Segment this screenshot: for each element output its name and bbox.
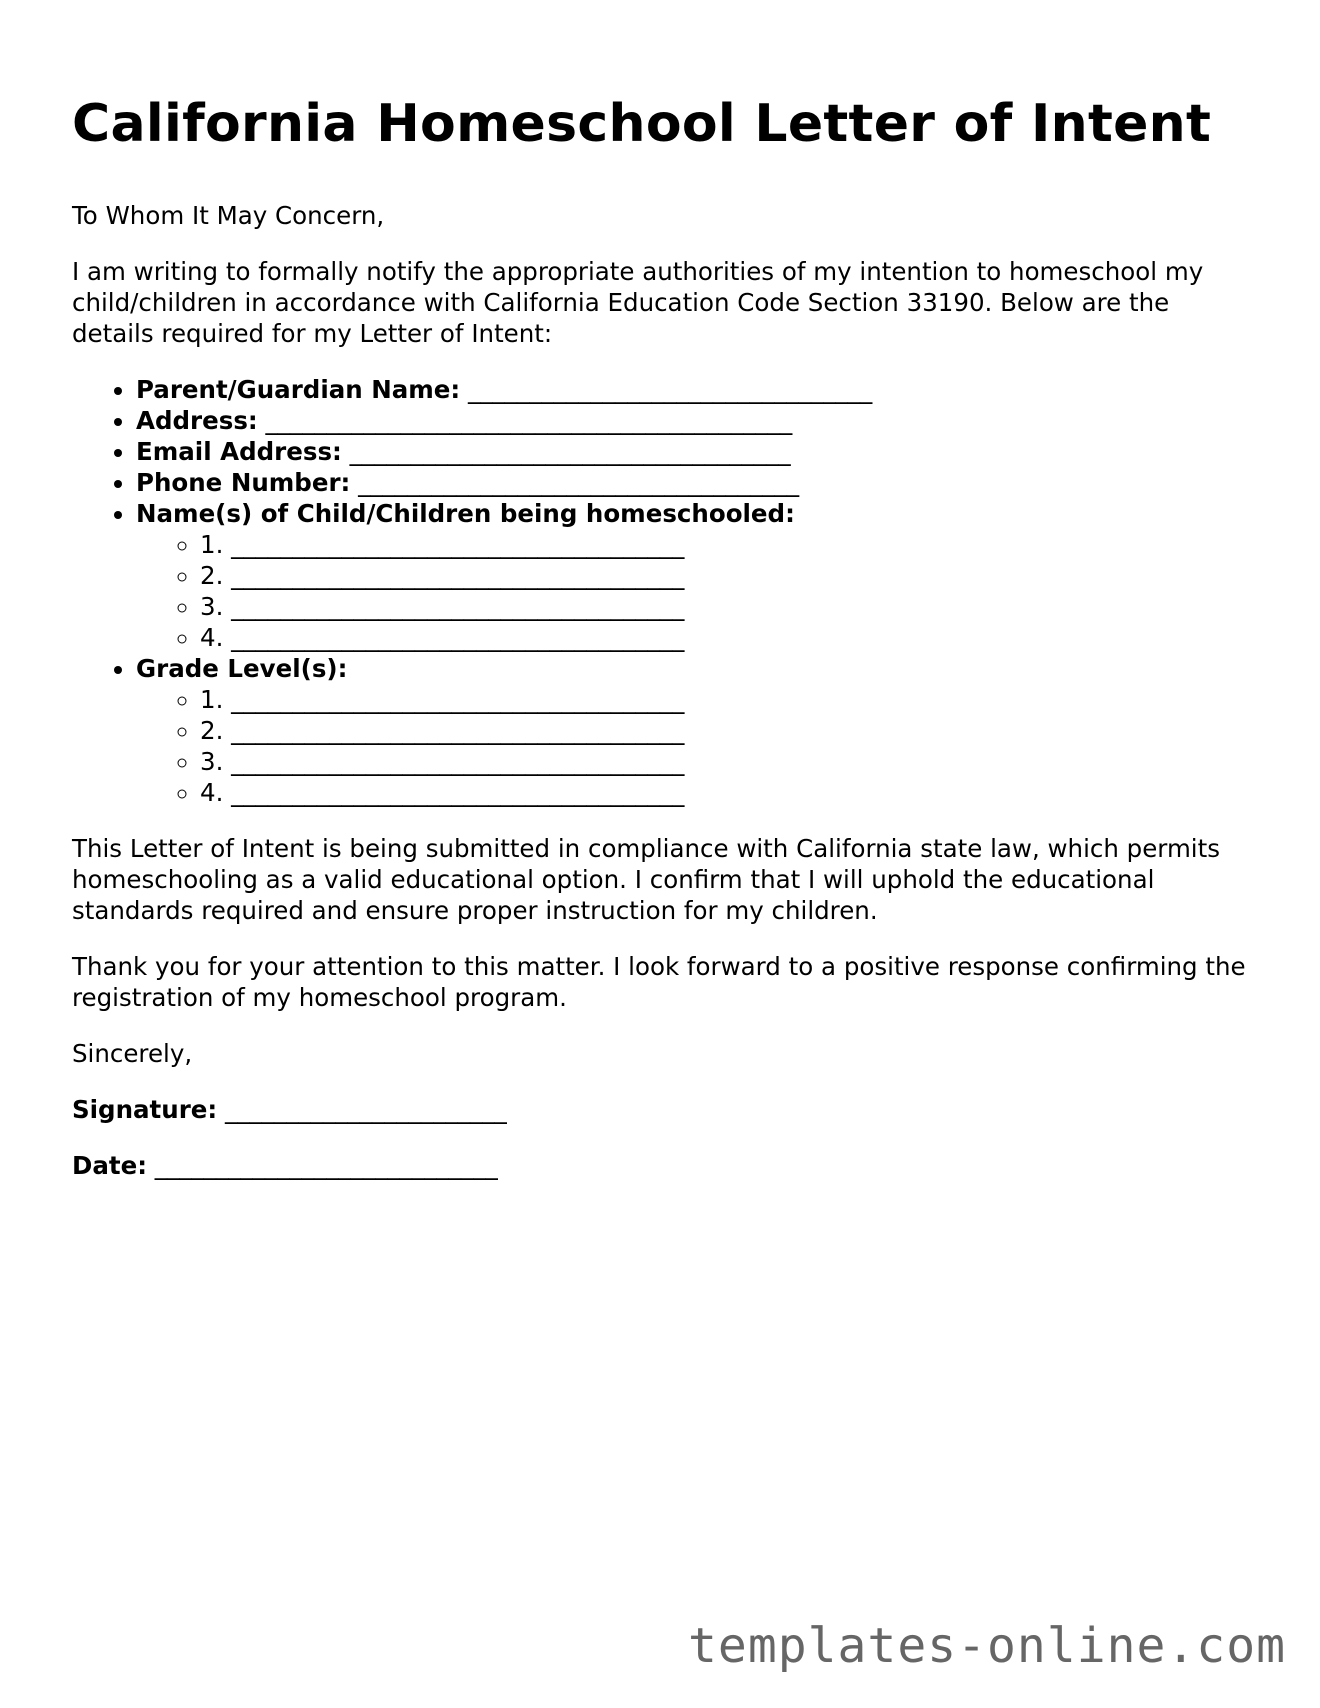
- grade-blank-1: ◦ 1. _____________________________________: [200, 684, 1252, 715]
- compliance-paragraph: This Letter of Intent is being submitted in compliance with California state law, which permits homeschooling as a valid educational option. I confirm that I will uphold the educational standards required and ensure proper instruction for my children.: [72, 834, 1220, 925]
- details-list: [72, 374, 1252, 808]
- signature-line: [72, 1094, 1252, 1125]
- parent-name-label: Parent/Guardian Name:: [136, 375, 461, 404]
- letter-document: [72, 88, 1252, 1181]
- address-label: Address:: [136, 406, 258, 435]
- child-blank-2: ◦ 2. _____________________________________: [200, 560, 1252, 591]
- greeting: To Whom It May Concern,: [72, 201, 385, 230]
- list-item-children: [136, 498, 1252, 653]
- grade-blank-3: ◦ 3. _____________________________________: [200, 746, 1252, 777]
- grade-blank-2: ◦ 2. _____________________________________: [200, 715, 1252, 746]
- date-blank: ____________________________: [154, 1151, 498, 1180]
- grades-sublist: [136, 684, 1252, 808]
- date-label: Date:: [72, 1151, 147, 1180]
- intro-paragraph: I am writing to formally notify the appropriate authorities of my intention to homeschool my child/children in accordance with California Education Code Section 33190. Below are the details required for my Letter of Intent:: [72, 257, 1204, 348]
- date-line: [72, 1150, 1252, 1181]
- list-item-phone: [136, 467, 1252, 498]
- grade-levels-label: Grade Level(s):: [136, 654, 348, 683]
- address-blank: ___________________________________________: [265, 406, 793, 435]
- list-item-grades: [136, 653, 1252, 808]
- email-blank: ____________________________________: [349, 437, 791, 466]
- phone-blank: ____________________________________: [358, 468, 800, 497]
- child-blank-1: ◦ 1. _____________________________________: [200, 529, 1252, 560]
- parent-name-blank: _________________________________: [468, 375, 873, 404]
- child-blank-3: ◦ 3. _____________________________________: [200, 591, 1252, 622]
- children-sublist: [136, 529, 1252, 653]
- email-label: Email Address:: [136, 437, 342, 466]
- thanks-paragraph: Thank you for your attention to this matter. I look forward to a positive response confirming the registration of my homeschool program.: [72, 952, 1246, 1012]
- grade-blank-4: ◦ 4. _____________________________________: [200, 777, 1252, 808]
- phone-label: Phone Number:: [136, 468, 351, 497]
- watermark-text: templates-online.com: [688, 1618, 1286, 1674]
- closing-line: Sincerely,: [72, 1039, 193, 1068]
- list-item-email: [136, 436, 1252, 467]
- signature-blank: _______________________: [225, 1095, 507, 1124]
- signature-label: Signature:: [72, 1095, 218, 1124]
- list-item-parent-name: [136, 374, 1252, 405]
- page-title: California Homeschool Letter of Intent: [72, 94, 1212, 154]
- children-label: Name(s) of Child/Children being homeschooled:: [136, 499, 795, 528]
- list-item-address: [136, 405, 1252, 436]
- child-blank-4: ◦ 4. _____________________________________: [200, 622, 1252, 653]
